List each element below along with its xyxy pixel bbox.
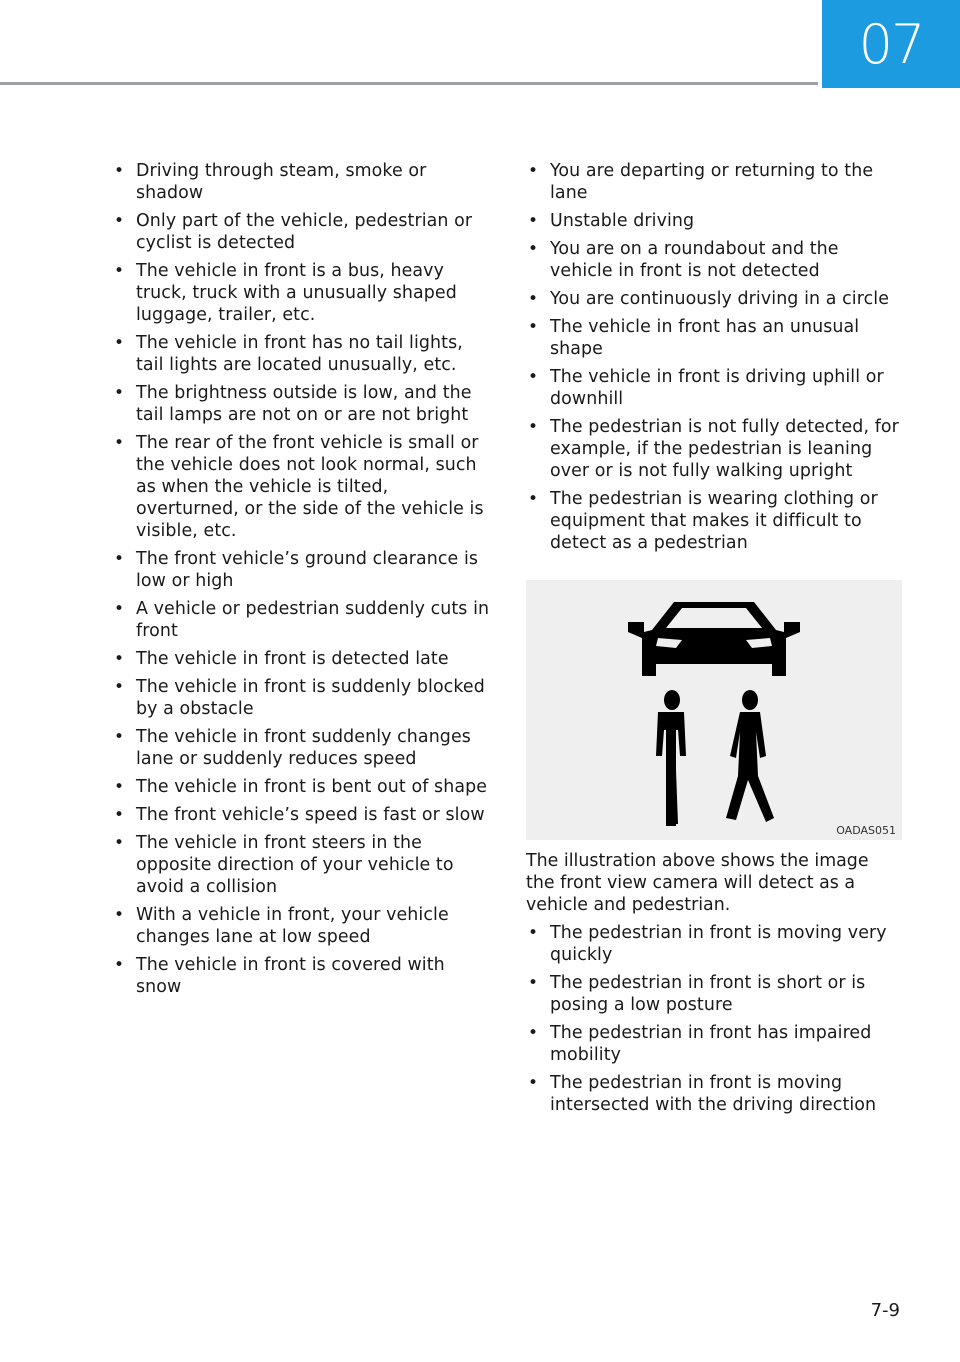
- header-rule: [0, 82, 818, 85]
- bullet-icon: •: [114, 727, 125, 747]
- figure-caption: The illustration above shows the image the front view camera will detect as a vehicle and pedestrian.: [526, 851, 869, 915]
- list-item: [112, 260, 492, 326]
- bullet-icon: •: [114, 433, 125, 453]
- list-item: [112, 676, 492, 720]
- bullet-icon: •: [114, 777, 125, 797]
- bullet-icon: •: [528, 489, 539, 509]
- list-item: [112, 210, 492, 254]
- bullet-icon: •: [528, 161, 539, 181]
- list-item-text: Driving through steam, smoke or shadow: [136, 161, 427, 203]
- list-item: [526, 416, 902, 482]
- list-item: [112, 382, 492, 426]
- bullet-icon: •: [114, 805, 125, 825]
- list-item: [526, 238, 902, 282]
- list-item-text: A vehicle or pedestrian suddenly cuts in front: [136, 599, 490, 641]
- bullet-icon: •: [528, 417, 539, 437]
- list-item: [112, 832, 492, 898]
- bullet-icon: •: [528, 973, 539, 993]
- bullet-icon: •: [528, 289, 539, 309]
- left-column: [112, 160, 492, 1004]
- list-item: [112, 598, 492, 642]
- figure-code: OADAS051: [836, 824, 896, 837]
- bullet-icon: •: [114, 549, 125, 569]
- list-item: [526, 1072, 902, 1116]
- list-item: [526, 972, 902, 1016]
- bullet-icon: •: [114, 955, 125, 975]
- list-item: [112, 160, 492, 204]
- list-item-text: The vehicle in front is suddenly blocked by a obstacle: [136, 677, 485, 719]
- bullet-icon: •: [114, 677, 125, 697]
- bullet-icon: •: [528, 239, 539, 259]
- list-item: [112, 726, 492, 770]
- bullet-icon: •: [114, 649, 125, 669]
- list-item-text: The rear of the front vehicle is small or the vehicle does not look normal, such as when the vehicle is tilted, overturned, or the side of the vehicle is visible, etc.: [136, 433, 484, 541]
- list-item: [112, 432, 492, 542]
- bullet-icon: •: [528, 1023, 539, 1043]
- list-item-text: The pedestrian in front is moving very quickly: [550, 923, 887, 965]
- right-bullet-list-bottom: [526, 922, 902, 1116]
- walking-pedestrian-icon: [726, 690, 774, 822]
- list-item-text: The pedestrian in front has impaired mobility: [550, 1023, 872, 1065]
- list-item: [526, 210, 902, 232]
- car-pedestrian-illustration: [526, 580, 902, 840]
- chapter-tab: 07: [822, 0, 960, 88]
- bullet-icon: •: [528, 317, 539, 337]
- list-item-text: The vehicle in front is a bus, heavy truck, truck with a unusually shaped luggage, trailer, etc.: [136, 261, 457, 325]
- bullet-icon: •: [528, 923, 539, 943]
- list-item-text: The vehicle in front steers in the opposite direction of your vehicle to avoid a collision: [136, 833, 454, 897]
- list-item-text: You are departing or returning to the lane: [550, 161, 874, 203]
- bullet-icon: •: [528, 211, 539, 231]
- bullet-icon: •: [114, 333, 125, 353]
- list-item-text: The pedestrian in front is moving intersected with the driving direction: [550, 1073, 877, 1115]
- bullet-icon: •: [114, 905, 125, 925]
- list-item-text: The vehicle in front is bent out of shape: [136, 777, 488, 797]
- list-item-text: The vehicle in front suddenly changes lane or suddenly reduces speed: [136, 727, 471, 769]
- page-number: 7-9: [870, 1300, 900, 1321]
- list-item: [112, 776, 492, 798]
- bullet-icon: •: [528, 367, 539, 387]
- list-item-text: The vehicle in front has an unusual shape: [550, 317, 860, 359]
- list-item-text: Unstable driving: [550, 211, 695, 231]
- list-item: [112, 904, 492, 948]
- list-item: [526, 922, 902, 966]
- list-item: [526, 160, 902, 204]
- list-item-text: The brightness outside is low, and the tail lamps are not on or are not bright: [136, 383, 472, 425]
- list-item-text: The vehicle in front is driving uphill or downhill: [550, 367, 884, 409]
- list-item: [526, 288, 902, 310]
- detection-illustration: [526, 580, 902, 840]
- list-item: [112, 332, 492, 376]
- bullet-icon: •: [114, 833, 125, 853]
- bullet-icon: •: [114, 211, 125, 231]
- list-item-text: The pedestrian in front is short or is posing a low posture: [550, 973, 866, 1015]
- list-item-text: You are continuously driving in a circle: [550, 289, 889, 309]
- bullet-icon: •: [114, 599, 125, 619]
- list-item-text: The vehicle in front has no tail lights, tail lights are located unusually, etc.: [136, 333, 463, 375]
- list-item-text: With a vehicle in front, your vehicle changes lane at low speed: [136, 905, 449, 947]
- list-item: [112, 648, 492, 670]
- list-item-text: The pedestrian is not fully detected, for example, if the pedestrian is leaning over or is not fully walking upright: [550, 417, 899, 481]
- list-item: [112, 548, 492, 592]
- list-item: [526, 488, 902, 554]
- list-item-text: The front vehicle’s speed is fast or slow: [136, 805, 485, 825]
- list-item-text: The vehicle in front is covered with snow: [136, 955, 445, 997]
- list-item: [526, 1022, 902, 1066]
- list-item: [526, 316, 902, 360]
- standing-pedestrian-icon: [656, 690, 686, 826]
- right-column: [526, 160, 902, 1122]
- list-item: [526, 366, 902, 410]
- right-bullet-list-top: [526, 160, 902, 554]
- list-item-text: You are on a roundabout and the vehicle in front is not detected: [550, 239, 839, 281]
- list-item-text: The front vehicle’s ground clearance is low or high: [136, 549, 479, 591]
- car-icon: [628, 602, 800, 676]
- list-item: [112, 804, 492, 826]
- list-item-text: Only part of the vehicle, pedestrian or cyclist is detected: [136, 211, 473, 253]
- left-bullet-list: [112, 160, 492, 998]
- bullet-icon: •: [114, 383, 125, 403]
- bullet-icon: •: [114, 161, 125, 181]
- bullet-icon: •: [528, 1073, 539, 1093]
- list-item-text: The pedestrian is wearing clothing or equipment that makes it difficult to detect as a pedestrian: [550, 489, 878, 553]
- list-item-text: The vehicle in front is detected late: [136, 649, 449, 669]
- bullet-icon: •: [114, 261, 125, 281]
- list-item: [112, 954, 492, 998]
